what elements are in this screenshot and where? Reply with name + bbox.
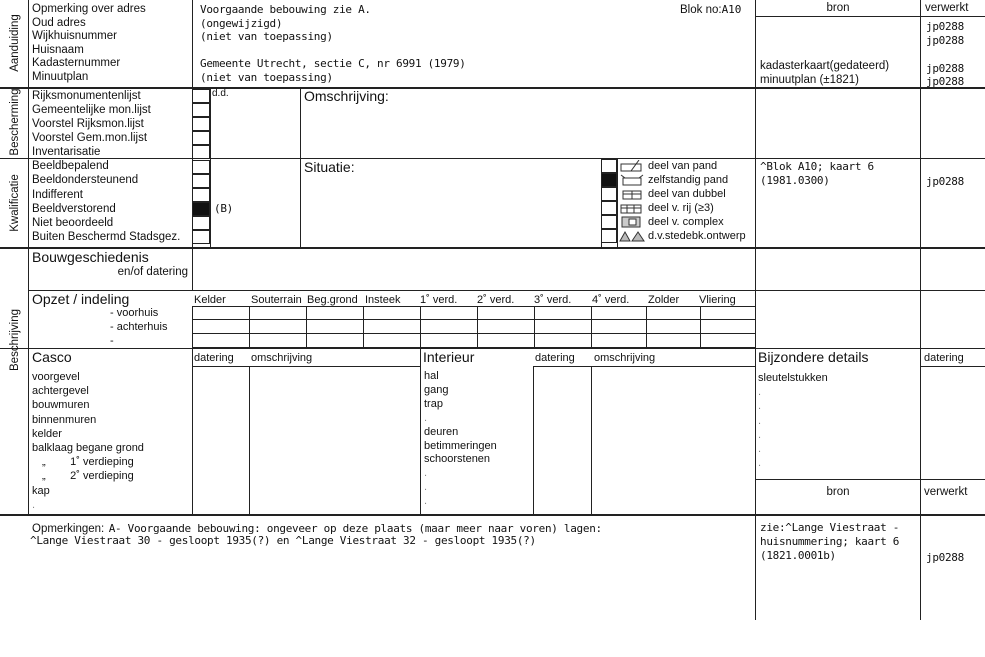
interieur-item: deuren (424, 425, 459, 438)
interieur-item: gang (424, 383, 449, 396)
checkbox-inventarisatie[interactable] (192, 145, 210, 159)
interieur-omschrijving-header: omschrijving (594, 352, 656, 364)
section-label-beschrijving: Beschrijving (9, 309, 21, 371)
label-beeldverstorend: Beeldverstorend (32, 202, 116, 215)
label-kadasternummer: Kadasternummer (32, 57, 121, 70)
interieur-item: hal (424, 370, 439, 382)
interieur-item: . (424, 495, 428, 508)
omschrijving-label: Omschrijving: (304, 88, 389, 104)
interieur-item: . (424, 467, 428, 480)
urban-design-icon (619, 230, 645, 242)
verwerkt-oud-adres: jp0288 (926, 20, 964, 33)
bijzondere-item: . (758, 457, 762, 470)
bouwgeschiedenis-sub: en/of datering (117, 266, 188, 278)
situatie-label-deel-van-dubbel: deel van dubbel (648, 188, 726, 200)
double-house-icon (619, 188, 645, 200)
bijzondere-item: . (758, 428, 762, 441)
interieur-item: betimmeringen (424, 439, 497, 452)
opzet-col-beg-grond: Beg.grond (307, 294, 358, 306)
checkbox-beeldbepalend[interactable] (192, 160, 210, 174)
casco-title: Casco (32, 349, 72, 365)
casco-datering-header: datering (194, 352, 234, 364)
opzet-row-voorhuis: - voorhuis (110, 307, 159, 319)
label-gemeentelijke-mon-lijst: Gemeentelijke mon.lijst (32, 104, 151, 116)
opzet-col-kelder: Kelder (194, 294, 226, 306)
situatie-checkbox-deel-v-complex[interactable] (601, 215, 617, 229)
value-kadasternummer[interactable]: Gemeente Utrecht, sectie C, nr 6991 (1979) (200, 57, 466, 71)
opmerkingen-verwerkt: jp0288 (926, 551, 964, 564)
kwalificatie-verwerkt: jp0288 (926, 175, 964, 188)
blok-value: A10 (721, 3, 742, 16)
casco-item: binnenmuren (32, 413, 97, 426)
blok-label: Blok no: (680, 4, 722, 16)
casco-items (32, 370, 144, 512)
opzet-col-insteek: Insteek (365, 294, 401, 306)
opmerkingen-line1[interactable]: A- Voorgaande bebouwing: ongeveer op deze plaats (maar meer naar voren) lagen: (108, 522, 602, 535)
checkbox-voorstel-rijksmon-lijst[interactable] (192, 117, 210, 131)
label-voorstel-rijksmon-lijst: Voorstel Rijksmon.lijst (32, 118, 144, 130)
bijzondere-item: . (758, 400, 762, 413)
standalone-building-icon (619, 174, 645, 186)
checkbox-beeldverstorend-checked[interactable] (192, 202, 210, 216)
bron-kadasterkaart: kadasterkaart(gedateerd) (760, 60, 890, 72)
casco-item: „ 1˚ verdieping (42, 456, 134, 469)
label-inventarisatie: Inventarisatie (32, 146, 101, 158)
situatie-checkbox-deel-van-dubbel[interactable] (601, 187, 617, 201)
opzet-row-blank: - (110, 335, 114, 347)
blok-number (680, 3, 741, 18)
section-label-bescherming: Bescherming (9, 88, 21, 156)
label-wijkhuisnummer: Wijkhuisnummer (32, 30, 117, 43)
opzet-title: Opzet / indeling (32, 291, 130, 307)
bron-minuutplan: minuutplan (±1821) (760, 74, 860, 86)
situatie-checkbox-deel-v-rij[interactable] (601, 201, 617, 215)
label-oud-adres: Oud adres (32, 16, 86, 29)
dd-label: d.d. (212, 88, 229, 99)
label-indifferent: Indifferent (32, 188, 83, 201)
value-huisnaam[interactable] (200, 44, 466, 58)
situatie-options-list (648, 159, 746, 243)
interieur-title: Interieur (423, 349, 475, 365)
casco-item: voorgevel (32, 371, 80, 383)
bijzondere-title: Bijzondere details (758, 349, 869, 365)
value-wijkhuisnummer[interactable]: (niet van toepassing) (200, 30, 333, 44)
opmerkingen-line2[interactable]: ^Lange Viestraat 30 - gesloopt 1935(?) en ^Lange Viestraat 32 - gesloopt 1935(?) (30, 534, 536, 547)
bijzondere-datering-header: datering (924, 352, 964, 364)
opzet-row-achterhuis: - achterhuis (110, 321, 168, 333)
opmerkingen-bron: zie:^Lange Viestraat - huisnummering; kaart 6 (1821.0001b) (760, 521, 900, 562)
verwerkt-header-bottom: verwerkt (924, 486, 968, 498)
bijzondere-item: . (758, 443, 762, 456)
building-part-icon (619, 160, 645, 172)
row-houses-icon (619, 202, 645, 214)
aanduiding-values (200, 3, 466, 85)
situatie-label-deel-v-complex: deel v. complex (648, 216, 724, 228)
situatie-label-stedebk-ontwerp: d.v.stedebk.ontwerp (648, 230, 746, 242)
checkbox-indifferent[interactable] (192, 188, 210, 202)
value-minuutplan[interactable]: (niet van toepassing) (200, 70, 333, 84)
checkbox-voorstel-gem-mon-lijst[interactable] (192, 131, 210, 145)
label-voorstel-gem-mon-lijst: Voorstel Gem.mon.lijst (32, 132, 148, 144)
checkbox-gemeentelijke-mon-lijst[interactable] (192, 103, 210, 117)
aanduiding-labels (32, 3, 146, 85)
checkbox-buiten-beschermd-stadsgez[interactable] (192, 230, 210, 244)
bijzondere-item: . (758, 386, 762, 399)
verwerkt-wijkhuisnummer: jp0288 (926, 34, 964, 47)
bijzondere-items (758, 371, 828, 470)
checkbox-rijksmonumentenlijst[interactable] (192, 89, 210, 103)
verwerkt-kadasternummer: jp0288 (926, 62, 964, 75)
bijzondere-item: . (758, 414, 762, 427)
bron-header-top: bron (826, 2, 850, 14)
situatie-checkbox-zelfstandig-pand-checked[interactable] (601, 173, 617, 187)
complex-icon (619, 216, 645, 228)
casco-item: „ 2˚ verdieping (42, 470, 134, 483)
bron-header-bottom: bron (826, 486, 850, 498)
casco-item: kelder (32, 427, 62, 440)
label-beeldondersteunend: Beeldondersteunend (32, 174, 139, 187)
opzet-col-4e-verd: 4˚ verd. (592, 294, 630, 306)
bescherming-list (32, 89, 151, 159)
label-niet-beoordeeld: Niet beoordeeld (32, 217, 114, 230)
kwalificatie-note: (B) (214, 202, 233, 215)
casco-item: bouwmuren (32, 399, 90, 412)
casco-item: balklaag begane grond (32, 442, 144, 455)
situatie-label-deel-v-rij: deel v. rij (≥3) (648, 202, 714, 214)
situatie-checkbox-stedebk-ontwerp[interactable] (601, 229, 617, 243)
casco-item: achtergevel (32, 385, 89, 398)
label-rijksmonumentenlijst: Rijksmonumentenlijst (32, 90, 141, 102)
checkbox-beeldondersteunend[interactable] (192, 174, 210, 188)
section-label-aanduiding: Aanduiding (9, 14, 21, 72)
interieur-datering-header: datering (535, 352, 575, 364)
label-opmerking-over-adres: Opmerking over adres (32, 3, 146, 15)
opzet-col-2e-verd: 2˚ verd. (477, 294, 515, 306)
opzet-col-1e-verd: 1˚ verd. (420, 294, 458, 306)
situatie-checkbox-deel-van-pand[interactable] (601, 159, 617, 173)
bouwgeschiedenis-title: Bouwgeschiedenis (32, 249, 149, 265)
verwerkt-header-top: verwerkt (925, 2, 969, 14)
opmerkingen-label: Opmerkingen: (32, 523, 105, 535)
label-minuutplan: Minuutplan (32, 70, 89, 83)
kwalificatie-list (32, 159, 180, 245)
value-oud-adres[interactable]: (ongewijzigd) (200, 16, 283, 30)
label-huisnaam: Huisnaam (32, 43, 84, 56)
label-beeldbepalend: Beeldbepalend (32, 160, 109, 172)
label-buiten-beschermd-stadsgez: Buiten Beschermd Stadsgez. (32, 231, 181, 244)
value-opmerking-over-adres[interactable]: Voorgaande bebouwing zie A. (200, 3, 371, 16)
opzet-col-3e-verd: 3˚ verd. (534, 294, 572, 306)
interieur-item: . (424, 411, 428, 424)
casco-omschrijving-header: omschrijving (251, 352, 313, 364)
interieur-items (424, 370, 497, 509)
situatie-label-zelfstandig-pand: zelfstandig pand (648, 174, 729, 186)
checkbox-niet-beoordeeld[interactable] (192, 216, 210, 230)
interieur-item: trap (424, 397, 443, 410)
bijzondere-item: sleutelstukken (758, 372, 828, 384)
situatie-label: Situatie: (304, 159, 355, 175)
casco-item: . (32, 498, 36, 511)
opzet-col-vliering: Vliering (699, 294, 736, 306)
section-label-kwalificatie: Kwalificatie (9, 174, 21, 232)
opzet-col-zolder: Zolder (648, 294, 680, 306)
opzet-col-souterrain: Souterrain (251, 294, 302, 306)
casco-item: kap (32, 484, 50, 497)
verwerkt-minuutplan: jp0288 (926, 75, 964, 88)
interieur-item: schoorstenen (424, 453, 491, 466)
situatie-label-deel-van-pand: deel van pand (648, 160, 718, 172)
kwalificatie-bron: ^Blok A10; kaart 6 (1981.0300) (760, 160, 874, 187)
interieur-item: . (424, 481, 428, 494)
